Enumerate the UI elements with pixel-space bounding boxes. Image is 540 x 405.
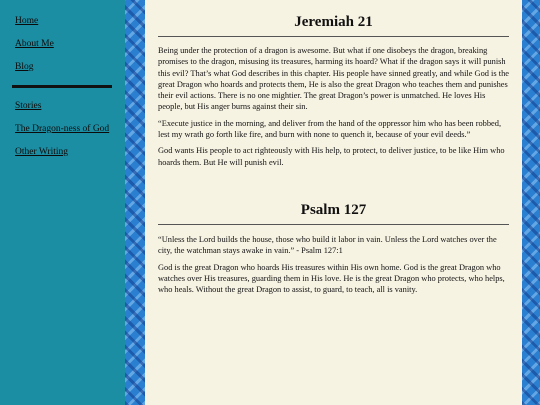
section-psalm-127: [158, 202, 509, 295]
nav-link-stories[interactable]: Stories: [15, 101, 42, 111]
nav-link-blog[interactable]: Blog: [15, 62, 34, 72]
section-jeremiah-21: [158, 14, 509, 168]
right-decorative-border: [522, 0, 540, 405]
nav-link-dragon-ness-of-god[interactable]: The Dragon-ness of God: [15, 124, 110, 134]
nav-divider: [12, 85, 112, 88]
paragraph: God wants His people to act righteously with His help, to protect, to deliver justice, to be like Him who hoards them. But He will punish evil.: [158, 146, 505, 167]
nav-link-about-me[interactable]: About Me: [15, 39, 54, 49]
quote-paragraph: “Execute justice in the morning, and deliver from the hand of the oppressor him who has been robbed, lest my wrath go forth like fire, and burn with none to quench it, because of your evil deeds.”: [158, 118, 502, 140]
section-title: Jeremiah 21: [158, 14, 509, 37]
secondary-nav: [15, 101, 115, 170]
paragraph: Being under the protection of a dragon is awesome. But what if one disobeys the dragon, breaking promises to the dragon, misusing its treasures, harming its hoard? What if the dragon says it will punish this evil? That’s what God describes in this chapter. His people have sinned greatly, and while God is the great Dragon who hoards and protects them, He is also the great Dragon who teaches them and punishes their evil actions. There is no one mightier. The great Dragon’s power is unmatched. He loves His people, but His anger burns against their sin.: [158, 46, 509, 112]
main-content: [145, 0, 522, 405]
primary-nav: [15, 16, 115, 85]
paragraph: God is the great Dragon who hoards His treasures within His own home. God is the great Dragon who watches over His treasures, guarding them in His love. He is the great Dragon who protects, who helps, who heals. Without the great Dragon to assist, to guard, to teach, all is vanity.: [158, 262, 505, 295]
sidebar: [0, 0, 125, 405]
section-title: Psalm 127: [158, 202, 509, 225]
nav-link-home[interactable]: Home: [15, 16, 39, 26]
nav-link-other-writing[interactable]: Other Writing: [15, 147, 69, 157]
left-decorative-border: [125, 0, 145, 405]
quote-paragraph: “Unless the Lord builds the house, those who build it labor in vain. Unless the Lord watches over the city, the watchman stays awake in vain.” - Psalm 127:1: [158, 235, 497, 256]
